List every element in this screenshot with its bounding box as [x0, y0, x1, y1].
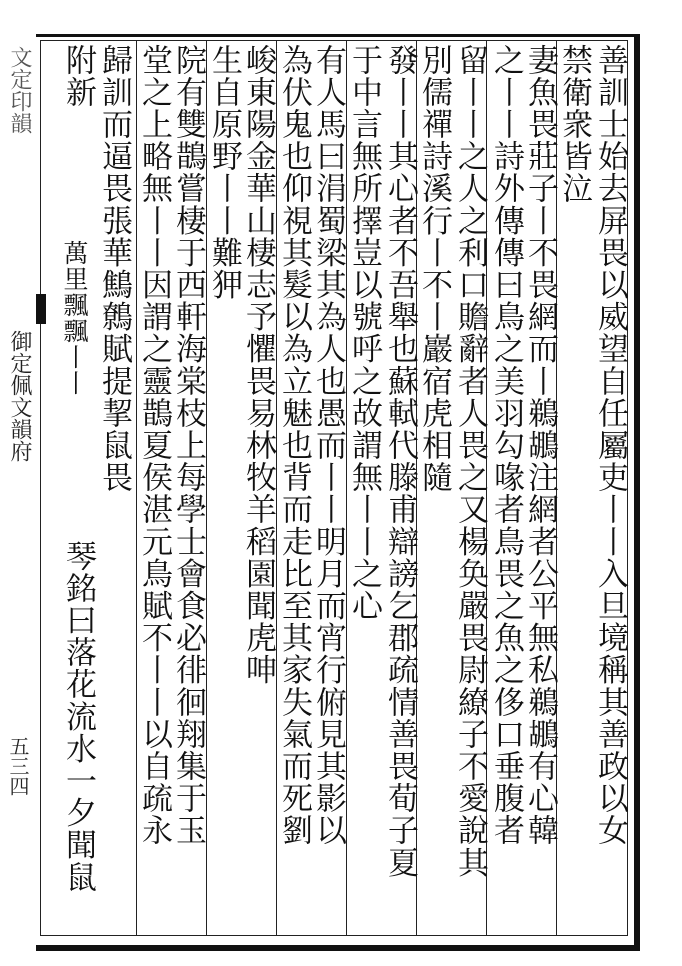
margin-fragment: 文定印韻: [7, 46, 32, 134]
text-column-8: 于中言無所擇豈以號呼之故謂無丨丨之心: [346, 44, 382, 622]
text-column-3: 妻魚畏莊子丨不畏網而丨鵜鶘注網者公平無私鵜鶘有心韓: [522, 44, 558, 847]
text-column-4: 之丨丨詩外傳傳曰鳥之美羽勾喙者鳥畏之魚之侈口垂腹者: [488, 44, 524, 847]
text-column-2: 禁衛衆皆泣: [556, 44, 592, 205]
text-column-13: 院有雙鵲嘗棲于西軒海棠枝上每學士會食必徘徊翔集于玉: [170, 44, 206, 847]
book-title: 御定佩文韻府: [7, 330, 32, 462]
text-column-17: 萬里飄飄丨丨: [60, 240, 89, 396]
fish-tail-ornament: [36, 294, 46, 324]
text-column-16: 附新: [60, 44, 96, 109]
text-column-14: 堂之上略無丨丨因謂之靈鵲夏侯湛元鳥賦不丨丨以自疏永: [136, 44, 172, 847]
text-column-15: 歸訓而逼畏張華鷦鷯賦提挈鼠畏: [96, 44, 132, 494]
text-column-12: 生自原野丨丨難狎: [206, 44, 242, 301]
text-column-6: 別儒禪詩溪行丨不丨巖宿虎相隨: [416, 44, 452, 494]
text-column-1: 善訓士始去屏畏以威望自任屬吏丨丨入旦境稱其善政以女: [592, 44, 628, 847]
text-column-5: 留丨丨之人之利口贍辭者人畏之又楊奂嚴畏尉繚子不愛說其: [452, 44, 488, 879]
text-column-10: 為伏鬼也仰視其髮以為立魅也背而走比至其家失氣而死劉: [276, 44, 312, 847]
page-number: 五三四: [6, 736, 30, 796]
text-column-7: 發丨丨其心者不吾舉也蘇軾代滕甫辯謗乞郡疏情善畏荀子夏: [382, 44, 418, 879]
text-column-11: 峻東陽金華山棲志予懼畏易林牧羊稻園聞虎呻: [240, 44, 276, 686]
text-column-18: 琴銘曰落花流水一夕聞鼠: [60, 540, 96, 894]
text-column-9: 有人馬曰涓蜀梁其為人也愚而丨丨明月而宵行俯見其影以: [310, 44, 346, 847]
